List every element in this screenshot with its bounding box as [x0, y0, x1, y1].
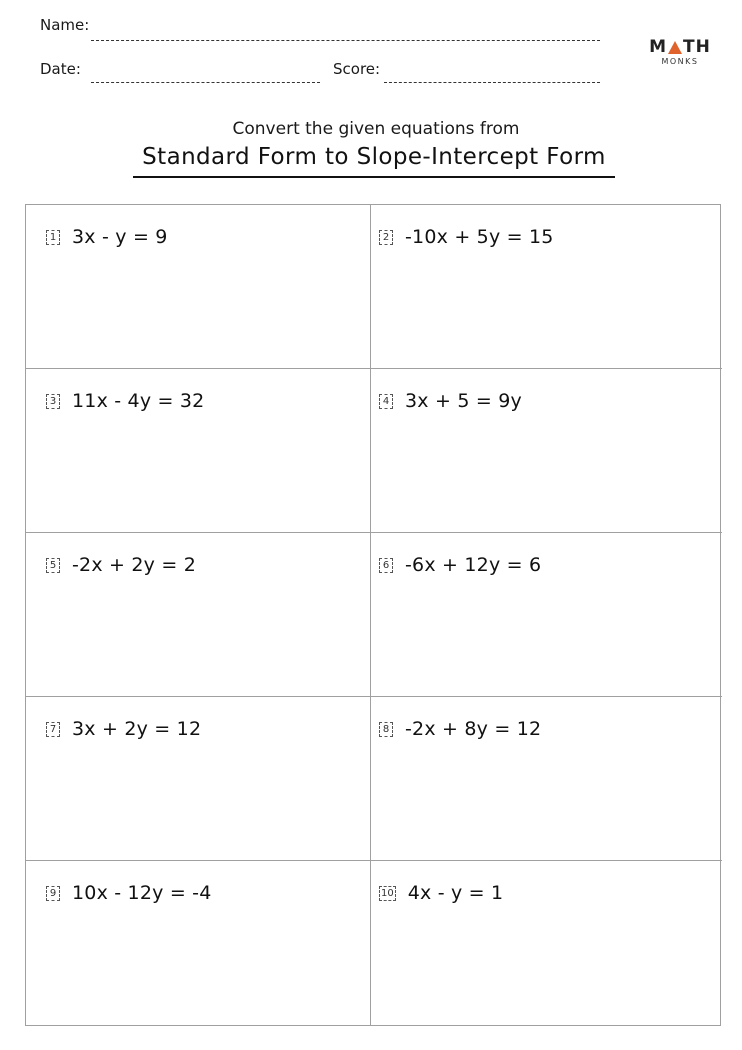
problem-cell[interactable]: [26, 697, 371, 861]
score-field[interactable]: [384, 82, 600, 83]
problem: [46, 390, 204, 412]
logo-subtext: MONKS: [661, 57, 699, 66]
worksheet-title: Standard Form to Slope-Intercept Form: [133, 144, 615, 178]
problem: [46, 554, 196, 576]
logo-wordmark: [648, 38, 712, 56]
worksheet-subtitle: Convert the given equations from: [232, 119, 520, 139]
name-label: Name:: [40, 16, 90, 34]
problem: [46, 882, 212, 904]
problem: [379, 554, 541, 576]
problem-number: 4: [379, 394, 393, 409]
problem-number: 7: [46, 722, 60, 737]
problem-number: 5: [46, 558, 60, 573]
problem-number: 10: [381, 887, 394, 899]
problem-number: 3: [46, 394, 60, 409]
problem-cell[interactable]: [26, 205, 371, 369]
logo-text-right: TH: [683, 37, 711, 57]
problem-equation: 3x + 5 = 9y: [405, 390, 522, 412]
problem-cell[interactable]: [371, 861, 722, 1025]
problem: [379, 226, 554, 248]
problem-equation: -2x + 2y = 2: [72, 554, 197, 576]
problem-cell[interactable]: [26, 533, 371, 697]
problem-cell[interactable]: [371, 369, 722, 533]
problem-cell[interactable]: [371, 697, 722, 861]
problem: [379, 882, 503, 904]
date-field[interactable]: [91, 82, 320, 83]
math-monks-logo: [648, 38, 712, 67]
problem-cell[interactable]: [26, 369, 371, 533]
problem-number: 6: [379, 558, 393, 573]
score-label: Score:: [333, 60, 381, 78]
logo-text-left: M: [649, 37, 668, 57]
problem: [379, 390, 522, 412]
problem-cell[interactable]: [26, 861, 371, 1025]
date-label: Date:: [40, 60, 81, 78]
problem-number: 2: [379, 230, 393, 245]
problem-number: 1: [46, 230, 60, 245]
problem-grid: [25, 204, 721, 1026]
problem-equation: -6x + 12y = 6: [405, 554, 542, 576]
problem-cell[interactable]: [371, 205, 722, 369]
problem-equation: 3x - y = 9: [72, 226, 168, 248]
problem-number: 9: [46, 886, 60, 901]
problem-equation: 10x - 12y = -4: [72, 882, 212, 904]
problem-equation: -2x + 8y = 12: [405, 718, 542, 740]
problem-equation: 11x - 4y = 32: [72, 390, 205, 412]
problem: [46, 226, 168, 248]
problem-equation: 4x - y = 1: [407, 882, 504, 904]
problem-equation: -10x + 5y = 15: [405, 226, 554, 248]
problem-equation: 3x + 2y = 12: [72, 718, 202, 740]
problem: [379, 718, 541, 740]
problem-cell[interactable]: [371, 533, 722, 697]
problem-number: 8: [379, 722, 393, 737]
logo-triangle-icon: [668, 41, 682, 54]
name-field[interactable]: [91, 40, 600, 41]
problem: [46, 718, 201, 740]
